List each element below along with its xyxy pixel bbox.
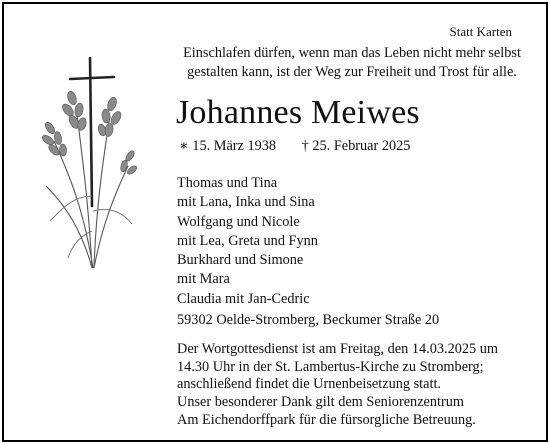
cross-with-wheat-icon: [32, 46, 142, 271]
motto-line: gestalten kann, ist der Weg zur Freiheit und Trost für alle.: [187, 64, 517, 80]
thanks-text: [177, 394, 476, 429]
thanks-line: Unser besonderer Dank gilt dem Seniorenzentrum: [177, 394, 465, 410]
family-line: Wolfgang und Nicole: [177, 213, 300, 230]
service-line: anschließend findet die Urnenbeisetzung statt.: [177, 376, 442, 393]
service-line: 14.30 Uhr in der St. Lambertus-Kirche zu Stromberg;: [177, 358, 484, 375]
family-line: mit Mara: [177, 271, 230, 288]
family-line: Burkhard und Simone: [177, 252, 304, 269]
death-date: † 25. Februar 2025: [301, 138, 411, 154]
obituary-notice: [2, 2, 548, 442]
family-line: mit Lea, Greta und Fynn: [177, 232, 318, 249]
thanks-line: Am Eichendorffpark für die fürsorgliche Betreuung.: [177, 411, 476, 428]
service-line: Der Wortgottesdienst ist am Freitag, den 14.03.2025 um: [177, 341, 499, 357]
motto-line: Einschlafen dürfen, wenn man das Leben nicht mehr selbst: [183, 45, 521, 61]
service-info: [177, 341, 498, 394]
family-line: Claudia mit Jan-Cedric: [177, 290, 310, 307]
deceased-name: Johannes Meiwes: [176, 94, 420, 131]
family-line: mit Lana, Inka und Sina: [177, 194, 315, 211]
family-list: [177, 174, 318, 309]
family-line: Thomas und Tina: [177, 175, 278, 191]
statt-karten-label: Statt Karten: [449, 24, 512, 39]
life-dates: [179, 138, 410, 155]
motto-text: [177, 44, 527, 82]
birth-date: ∗ 15. März 1938: [179, 138, 277, 154]
address: 59302 Oelde-Stromberg, Beckumer Straße 20: [177, 312, 440, 328]
